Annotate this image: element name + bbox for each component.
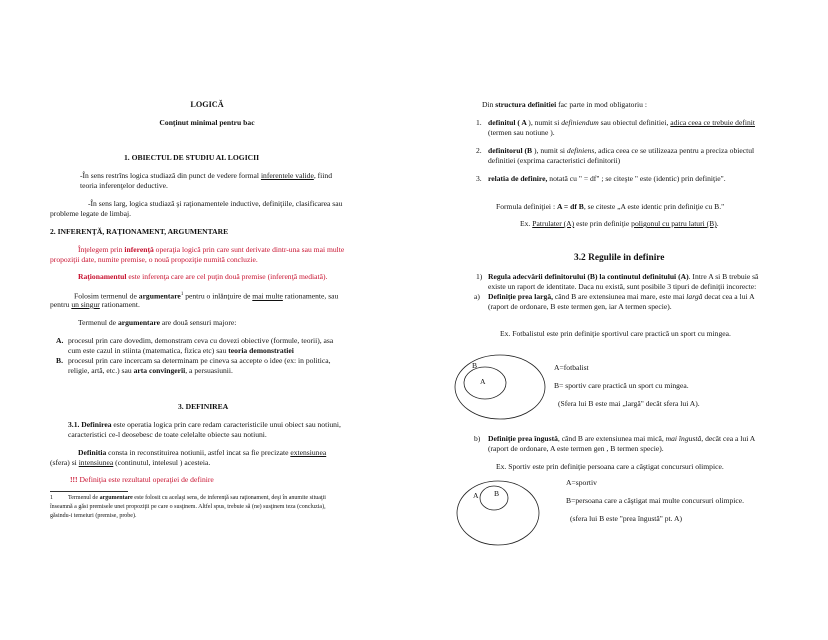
diagram-1-legend-b: B= sportiv care practică un sport cu mingea. bbox=[554, 381, 689, 390]
definition-formula: Formula definiţiei : A = df B, se citeste „A este identic prin definiţie cu B." bbox=[496, 202, 725, 211]
item-2-line-1: definitorul (B ), numit si definiens, adica ceea ce se utilizeaza pentru a preciza obiectul bbox=[488, 146, 755, 155]
inference-definition-line-1: Înţelegem prin inferenţă operaţia logică prin care sunt derivate dintr-una sau mai multe bbox=[78, 245, 345, 254]
diagram-2-note: (sfera lui B este "prea îngustă" pt. A) bbox=[570, 514, 683, 523]
rule-a-line-1: Definiţie prea largă, când B are extensiunea mai mare, este mai largă decat cea a lui A bbox=[488, 292, 755, 301]
diagram-2-label-b: B bbox=[494, 489, 500, 498]
definition-line-2: (sfera) si intensiunea (continutul, intelesul ) acesteia. bbox=[50, 458, 211, 467]
diagram-1-label-a: A bbox=[480, 377, 486, 386]
example-1: Ex. Patrulater (A) este prin definiţie poligonul cu patru laturi (B). bbox=[520, 219, 719, 228]
rule-1-line-2: existe un raport de identitate. Daca nu există, sunt posibile 3 tipuri de definiţii incorecte: bbox=[488, 282, 757, 291]
rule-a-number: a) bbox=[474, 292, 480, 301]
s1-paragraph-2-line-1: -În sens larg, logica studiază şi raţionamentele inductive, definiţiile, clasificarea sau bbox=[88, 199, 343, 208]
argumentation-senses-intro: Termenul de argumentare are două sensuri majore: bbox=[78, 318, 237, 327]
example-3: Ex. Sportiv este prin definiţie persoana care a câştigat concursuri olimpice. bbox=[496, 462, 724, 471]
definition-line-1: Definitia consta in reconstituirea notiunii, astfel incat sa fie precizate extensiunea bbox=[78, 448, 327, 457]
list-label-a: A. bbox=[56, 336, 64, 345]
item-1-number: 1. bbox=[476, 118, 482, 127]
footnote-line-1: Termenul de argumentare este folosit cu acelaşi sens, de inferenţă sau raţionament, deşi în anumite situaţii bbox=[68, 495, 326, 501]
structure-intro: Din structura definitiei fac parte in mod obligatoriu : bbox=[482, 100, 647, 109]
argumentation-line-2: pentru un singur rationament. bbox=[50, 300, 140, 309]
rule-b-number: b) bbox=[474, 434, 481, 443]
diagram-1-label-b: B bbox=[472, 361, 478, 370]
footnote-line-3: găsindu-i temeiuri (premise, probe). bbox=[50, 513, 137, 519]
argumentation-line-1: Folosim termenul de argumentare$^1$ pentru o inlănţuire de mai multe rationamente, sau bbox=[74, 291, 339, 301]
doc-title: LOGICĂ bbox=[190, 100, 224, 109]
list-a-line-1: procesul prin care dovedim, demonstram ceva cu dovezi obiective (formule, teorii), asa bbox=[68, 336, 334, 345]
definition-op-line-1: 3.1. Definirea este operatia logica prin care redam caracteristicile unui obiect sau notiuni, bbox=[68, 420, 341, 429]
rule-a-line-2: (raport de ordonare, B este termen gen, iar A termen specie). bbox=[488, 302, 672, 311]
rule-1-line-1: Regula adecvării definitorului (B) la continutul definitului (A). Intre A si B trebuie să bbox=[488, 272, 759, 281]
rule-b-line-1: Definiţie prea îngustă, când B are extensiunea mai mică, mai îngustă, decât cea a lui A bbox=[488, 434, 756, 443]
item-2-number: 2. bbox=[476, 146, 482, 155]
footnote-divider bbox=[50, 491, 128, 492]
list-a-line-2: cum este cazul in stiinta (matematica, fizica etc) sau teoria demonstratiei bbox=[68, 346, 294, 355]
list-label-b: B. bbox=[56, 356, 63, 365]
rule-b-line-2: (raport de ordonare, A este termen gen , B termen specie). bbox=[488, 444, 664, 453]
list-b-line-2: religie, artă, etc.) sau arta convingerii, a persuasiunii. bbox=[68, 366, 233, 375]
list-b-line-1: procesul prin care incercam sa determinam pe cineva sa accepte o idee (ex: in politica, bbox=[68, 356, 331, 365]
item-1-line-1: definitul ( A ), numit si definiendum sau obiectul definitiei, adica ceea ce trebuie definit bbox=[488, 118, 756, 127]
example-2: Ex. Fotbalistul este prin definiţie sportivul care practică un sport cu mingea. bbox=[500, 329, 731, 338]
section-1-heading: 1. OBIECTUL DE STUDIU AL LOGICII bbox=[124, 153, 260, 162]
item-3-number: 3. bbox=[476, 174, 482, 183]
circle-b bbox=[455, 355, 545, 419]
section-3-heading: 3. DEFINIREA bbox=[178, 402, 229, 411]
footnote-ref: 1 bbox=[180, 292, 184, 297]
s1-paragraph-1-line-1: -În sens restrîns logica studiază din punct de vedere formal inferentele valide, fiind bbox=[80, 171, 332, 180]
extension-diagram-too-broad bbox=[454, 352, 554, 422]
diagram-2-legend-b: B=persoana care a câştigat mai multe concursuri olimpice. bbox=[566, 496, 745, 505]
item-2-line-2: definitiei (exprima caracteristici definitorii) bbox=[488, 156, 621, 165]
item-3-line-1: relatia de definire, notată cu " = df" ; se citeşte " este (identic) prin definiţie". bbox=[488, 174, 726, 183]
s1-paragraph-1-line-2: teoria inferenţelor deductive. bbox=[80, 181, 168, 190]
definition-op-line-2: caracteristici ce-l deosebesc de toate celelalte obiecte sau notiuni. bbox=[68, 430, 267, 439]
s1-paragraph-2-line-2: probleme legate de limbaj. bbox=[50, 209, 131, 218]
diagram-1-note: (Sfera lui B este mai „largă" decât sfera lui A). bbox=[558, 399, 700, 408]
rule-1-number: 1) bbox=[476, 272, 483, 281]
doc-subtitle: Conţinut minimal pentru bac bbox=[159, 118, 255, 127]
extension-diagram-too-narrow bbox=[454, 478, 554, 550]
footnote-number: 1 bbox=[50, 495, 53, 501]
diagram-2-legend-a: A=sportiv bbox=[566, 478, 597, 487]
footnote-line-2: înseamnă a găsi premisele unei propoziţii pe care o susţinem. Altfel spus, trebuie să (ne) susţinem teza (concluzia), bbox=[50, 504, 326, 510]
section-3-2-heading: 3.2 Regulile in definire bbox=[574, 253, 665, 263]
inference-definition-line-2: propoziţii date, numite premise, o nouă propoziţie numită concluzie. bbox=[50, 255, 258, 264]
diagram-1-legend-a: A=fotbalist bbox=[554, 363, 589, 372]
section-2-heading: 2. INFERENŢĂ, RAŢIONAMENT, ARGUMENTARE bbox=[50, 227, 229, 236]
diagram-2-label-a: A bbox=[473, 491, 479, 500]
reasoning-definition: Raţionamentul este inferenţa care are cel puţin două premise (inferenţă mediată). bbox=[78, 272, 328, 281]
item-1-line-2: (termen sau notiune ). bbox=[488, 128, 555, 137]
definition-result-note: !!! Definiţia este rezultatul operaţiei de definire bbox=[70, 475, 214, 484]
